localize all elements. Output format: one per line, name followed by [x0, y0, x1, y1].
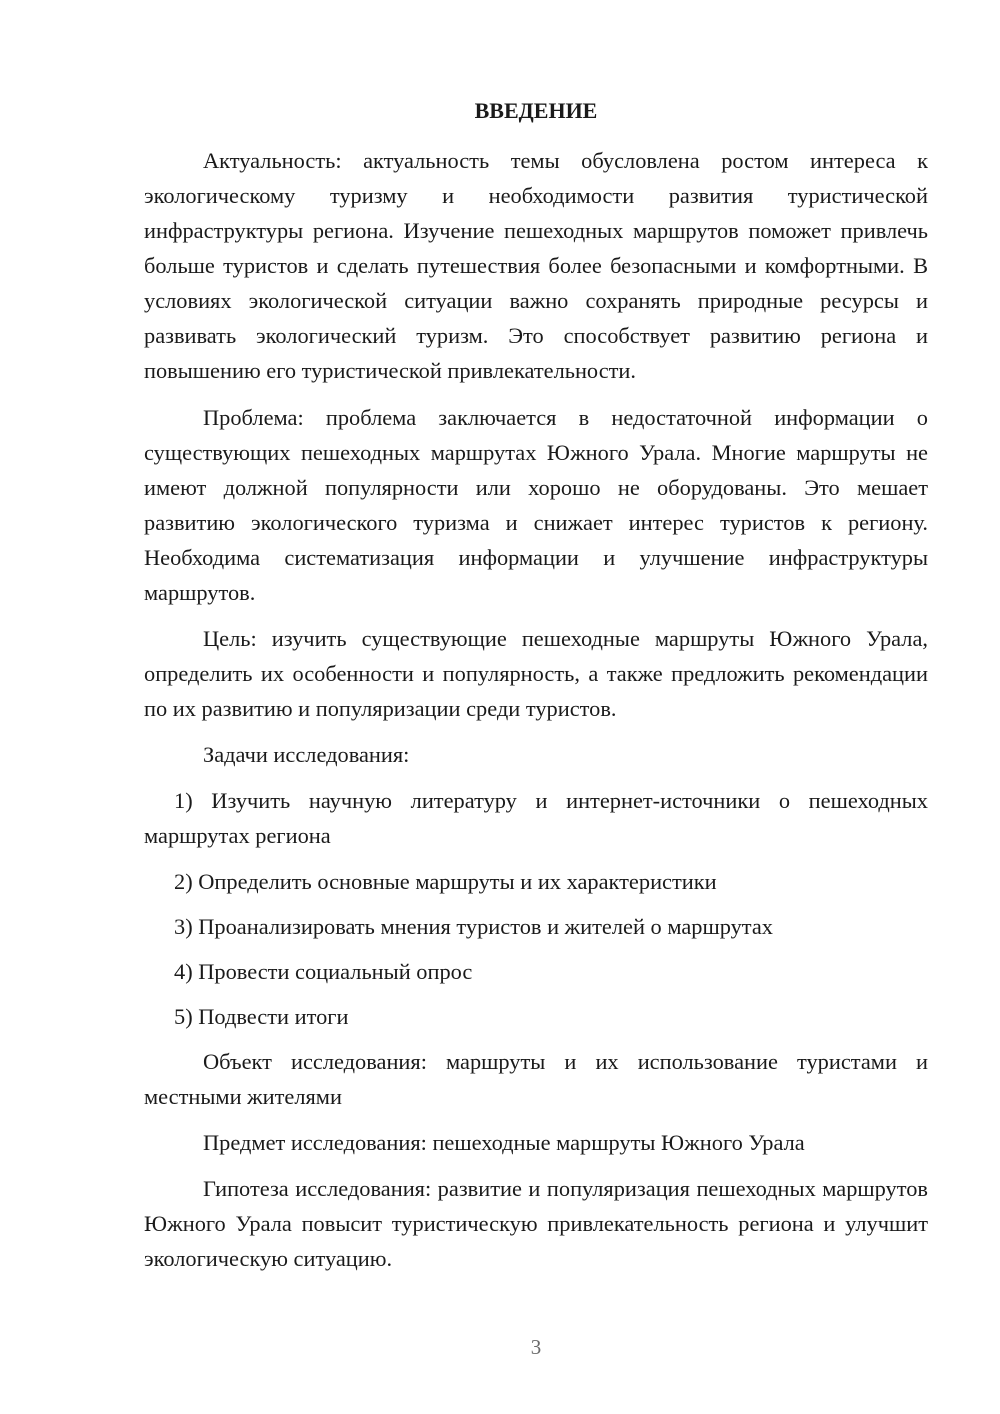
goal-paragraph: Цель: изучить существующие пешеходные маршруты Южного Урала, определить их особенности и популярность, а также предложить рекомендации по их развитию и популяризации среди туристов. [144, 626, 928, 721]
task-item-2: 2) Определить основные маршруты и их характеристики [174, 869, 717, 894]
hypothesis-paragraph: Гипотеза исследования: развитие и популяризация пешеходных маршрутов Южного Урала повысит туристическую привлекательность региона и улучшит экологическую ситуацию. [144, 1176, 928, 1271]
subject-paragraph: Предмет исследования: пешеходные маршруты Южного Урала [203, 1130, 805, 1155]
task-item-1: 1) Изучить научную литературу и интернет-источники о пешеходных маршрутах региона [144, 788, 928, 848]
task-item-5: 5) Подвести итоги [174, 1004, 349, 1029]
page-title: ВВЕДЕНИЕ [474, 98, 598, 123]
tasks-heading: Задачи исследования: [203, 742, 410, 767]
page-number: 3 [530, 1335, 542, 1359]
object-paragraph: Объект исследования: маршруты и их использование туристами и местными жителями [144, 1049, 928, 1109]
task-item-3: 3) Проанализировать мнения туристов и жителей о маршрутах [174, 914, 773, 939]
task-item-4: 4) Провести социальный опрос [174, 959, 473, 984]
problem-paragraph: Проблема: проблема заключается в недостаточной информации о существующих пешеходных маршрутах Южного Урала. Многие маршруты не имеют должной популярности или хорошо не оборудованы. Это мешает развитию экологического туризма и снижает интерес туристов к региону. Необходима систематизация информации и улучшение инфраструктуры маршрутов. [144, 405, 928, 605]
relevance-paragraph: Актуальность: актуальность темы обусловлена ростом интереса к экологическому туризму и необходимости развития туристической инфраструктуры региона. Изучение пешеходных маршрутов поможет привлечь больше туристов и сделать путешествия более безопасными и комфортными. В условиях экологической ситуации важно сохранять природные ресурсы и развивать экологический туризм. Это способствует развитию региона и повышению его туристической привлекательности. [144, 148, 928, 383]
